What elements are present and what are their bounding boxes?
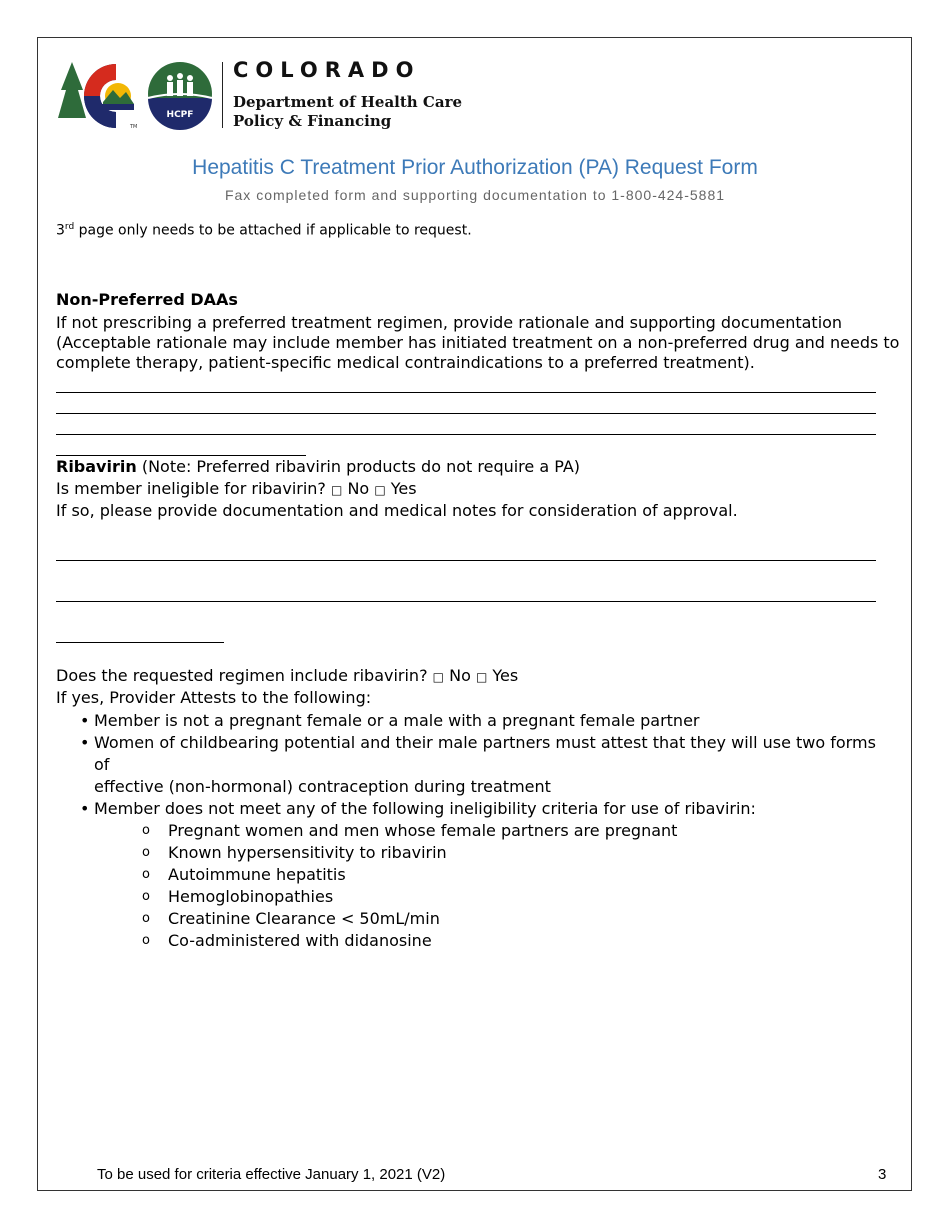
note-ordinal: rd xyxy=(64,222,75,232)
criteria-text: Co-administered with didanosine xyxy=(168,931,432,950)
criteria-item: o Autoimmune hepatitis xyxy=(142,865,346,884)
non-preferred-line-1: If not prescribing a preferred treatment regimen, provide rationale and supporting documentation xyxy=(56,313,843,332)
ineligible-yes-checkbox[interactable]: □ xyxy=(374,483,386,497)
hcpf-badge-icon xyxy=(148,62,212,130)
ineligible-no-label: No xyxy=(347,479,370,498)
criteria-item: o Known hypersensitivity to ribavirin xyxy=(142,843,447,862)
rationale-line-4[interactable] xyxy=(56,455,306,456)
non-preferred-heading: Non-Preferred DAAs xyxy=(56,290,238,309)
non-preferred-line-3: complete therapy, patient-specific medical contraindications to a preferred treatment). xyxy=(56,353,755,372)
criteria-text: Creatinine Clearance < 50mL/min xyxy=(168,909,440,928)
attestation-text: Women of childbearing potential and their male partners must attest that they will use two forms of xyxy=(94,733,876,774)
ineligible-question: Is member ineligible for ribavirin? xyxy=(56,479,326,498)
note-number: 3 xyxy=(56,222,65,239)
footer-criteria-note: To be used for criteria effective January 1, 2021 (V2) xyxy=(97,1166,446,1183)
colorado-c-icon xyxy=(84,64,134,128)
note-text: page only needs to be attached if applicable to request. xyxy=(74,222,472,239)
documentation-line-1[interactable] xyxy=(56,560,876,561)
ineligible-yes-label: Yes xyxy=(390,479,417,498)
page-border xyxy=(37,37,912,1191)
brand-line-2: Policy & Financing xyxy=(233,112,392,130)
fax-instruction: Fax completed form and supporting documentation to 1-800-424-5881 xyxy=(224,187,726,203)
criteria-text: Known hypersensitivity to ribavirin xyxy=(168,843,447,862)
page-number: 3 xyxy=(878,1166,887,1183)
criteria-text: Autoimmune hepatitis xyxy=(168,865,346,884)
rationale-line-3[interactable] xyxy=(56,434,876,435)
criteria-text: Pregnant women and men whose female partners are pregnant xyxy=(168,821,678,840)
ineligible-question-row xyxy=(56,479,417,500)
documentation-request: If so, please provide documentation and medical notes for consideration of approval. xyxy=(56,501,738,520)
list-item: • Member does not meet any of the following ineligibility criteria for use of ribavirin: o Pregnant women and men whose female partners are pregnant o Known hypersensitivity to ribavirin o Autoimmune hepatitis o Hemoglobinopathies o Creatinine Clearance < 50mL/min o Co-administered with didanosine xyxy=(94,798,876,952)
includes-no-checkbox[interactable]: □ xyxy=(432,670,444,684)
criteria-item: o Pregnant women and men whose female partners are pregnant xyxy=(142,821,678,840)
criteria-text: Hemoglobinopathies xyxy=(168,887,334,906)
criteria-list xyxy=(94,820,876,952)
brand-subtitle xyxy=(233,93,462,131)
attestation-list xyxy=(56,710,876,952)
documentation-line-3[interactable] xyxy=(56,642,224,643)
includes-no-label: No xyxy=(449,666,471,685)
includes-yes-label: Yes xyxy=(492,666,519,685)
ineligible-no-checkbox[interactable]: □ xyxy=(331,483,343,497)
hcpf-badge-text: HCPF xyxy=(166,110,194,120)
ribavirin-note: (Note: Preferred ribavirin products do not require a PA) xyxy=(136,457,581,476)
includes-question-row xyxy=(56,666,518,687)
ribavirin-heading-row xyxy=(56,457,580,477)
form-title: Hepatitis C Treatment Prior Authorization (PA) Request Form xyxy=(192,156,758,179)
attachment-note xyxy=(56,222,472,239)
attestation-text: Member is not a pregnant female or a male with a pregnant female partner xyxy=(94,711,700,730)
brand-divider xyxy=(222,62,223,128)
criteria-item: o Creatinine Clearance < 50mL/min xyxy=(142,909,440,928)
criteria-item: o Co-administered with didanosine xyxy=(142,931,432,950)
non-preferred-line-2: (Acceptable rationale may include member has initiated treatment on a non-preferred drug and needs to xyxy=(56,333,900,352)
includes-yes-checkbox[interactable]: □ xyxy=(475,670,488,684)
trademark-symbol: TM xyxy=(130,124,138,130)
list-item: • Women of childbearing potential and their male partners must attest that they will use two forms of effective (non-hormonal) contraception during treatment xyxy=(80,733,876,796)
criteria-item: o Hemoglobinopathies xyxy=(142,887,334,906)
attestation-text: Member does not meet any of the following ineligibility criteria for use of ribavirin: xyxy=(94,799,756,818)
rationale-line-1[interactable] xyxy=(56,392,876,393)
rationale-line-2[interactable] xyxy=(56,413,876,414)
attestation-text-cont: effective (non-hormonal) contraception during treatment xyxy=(94,777,551,796)
brand-line-1: Department of Health Care xyxy=(233,93,463,111)
tree-icon xyxy=(58,62,86,118)
documentation-line-2[interactable] xyxy=(56,601,876,602)
list-item: • Member is not a pregnant female or a male with a pregnant female partner xyxy=(80,711,700,730)
includes-question: Does the requested regimen include ribavirin? xyxy=(56,666,428,685)
ribavirin-heading: Ribavirin xyxy=(56,457,137,476)
brand-title: COLORADO xyxy=(233,58,421,82)
attest-intro: If yes, Provider Attests to the following: xyxy=(56,688,372,707)
